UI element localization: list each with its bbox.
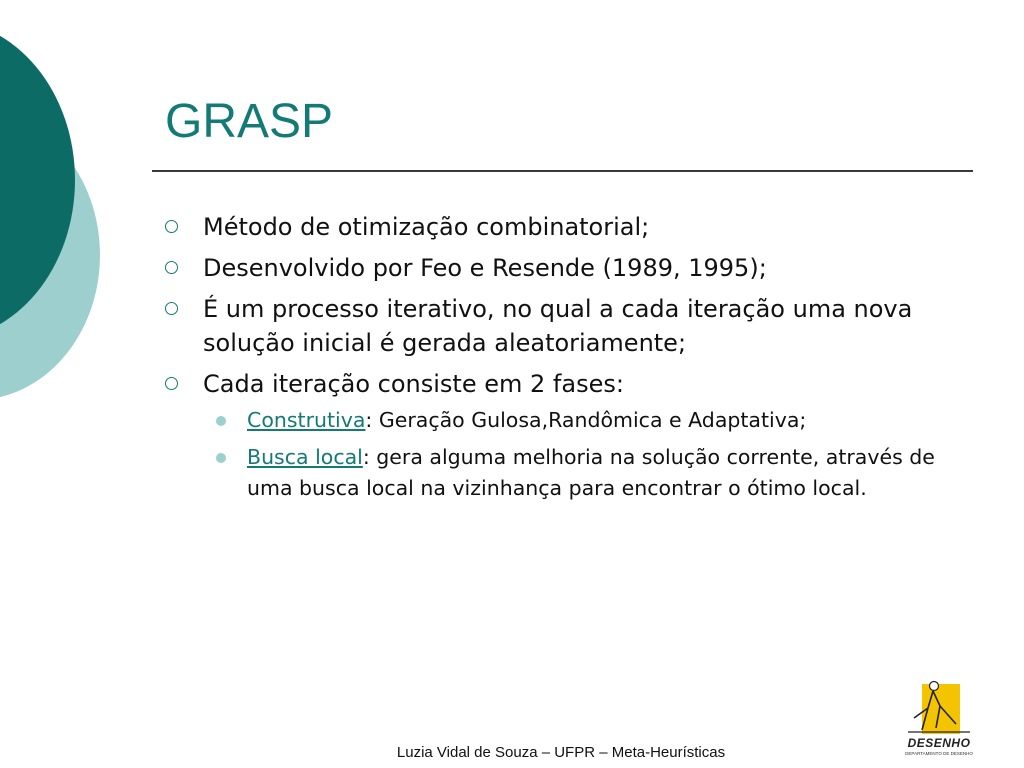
hollow-circle-bullet-icon: [165, 302, 178, 315]
bullet-item: [165, 292, 965, 360]
figure-logo-icon: [900, 678, 978, 738]
sub-bullet-text: [247, 442, 947, 504]
sub-bullet-description: : gera alguma melhoria na solução corrente, através de uma busca local na vizinhança para encontrar o ótimo local.: [247, 445, 935, 500]
logo-name: DESENHO: [907, 736, 971, 750]
logo-subtitle: DEPARTAMENTO DE DESENHO: [905, 751, 973, 756]
sub-bullet-item: [203, 442, 965, 504]
sub-bullet-text: [247, 405, 947, 436]
bullet-text: Cada iteração consiste em 2 fases:: [203, 370, 624, 398]
sub-bullet-item: [203, 405, 965, 436]
bullet-list: [165, 210, 965, 511]
hollow-circle-bullet-icon: [165, 220, 178, 233]
sub-bullet-list: [203, 405, 965, 504]
bullet-text: Desenvolvido por Feo e Resende (1989, 1995);: [203, 254, 767, 282]
filled-dot-bullet-icon: [216, 416, 226, 426]
desenho-logo: [900, 678, 978, 760]
hollow-circle-bullet-icon: [165, 261, 178, 274]
title-divider: [152, 170, 973, 172]
bullet-text: É um processo iterativo, no qual a cada iteração uma nova solução inicial é gerada aleatoriamente;: [203, 295, 913, 357]
bullet-item: [165, 367, 965, 504]
filled-dot-bullet-icon: [216, 453, 226, 463]
slide-title: GRASP: [165, 95, 334, 148]
hollow-circle-bullet-icon: [165, 377, 178, 390]
bullet-item: [165, 251, 965, 285]
sub-bullet-description: : Geração Gulosa,Randômica e Adaptativa;: [365, 408, 807, 432]
slide-footer: Luzia Vidal de Souza – UFPR – Meta-Heurísticas: [396, 744, 726, 761]
bullet-text: Método de otimização combinatorial;: [203, 213, 650, 241]
construtiva-link[interactable]: Construtiva: [247, 408, 366, 432]
bullet-item: [165, 210, 965, 244]
busca-local-link[interactable]: Busca local: [247, 445, 363, 469]
